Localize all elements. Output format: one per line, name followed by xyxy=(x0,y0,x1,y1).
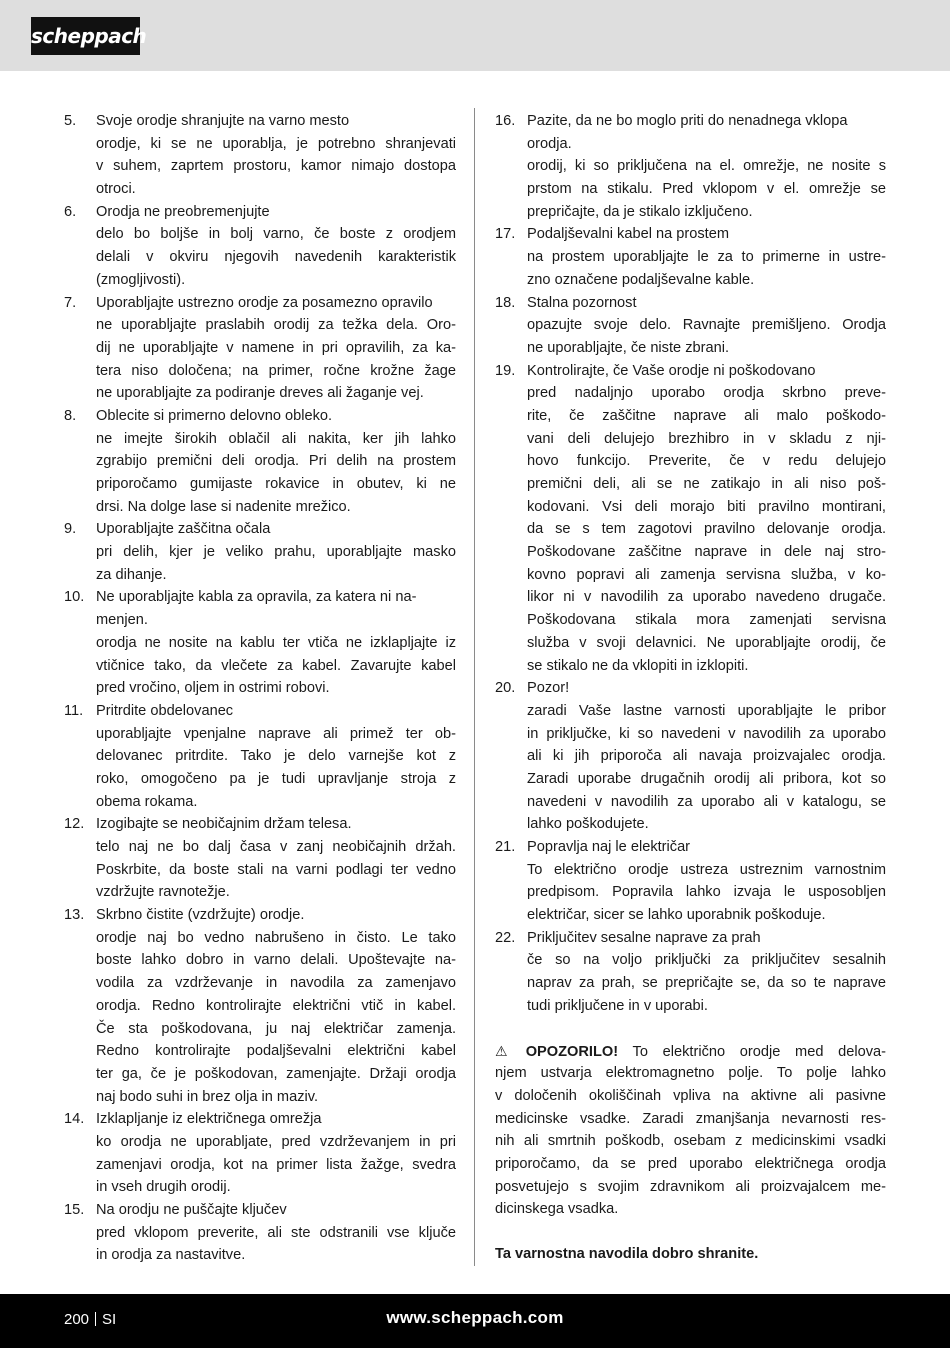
item-text xyxy=(96,405,456,518)
item-text xyxy=(527,677,886,836)
item-text xyxy=(96,904,456,1108)
item-line: uporabljajte vpenjalne naprave ali primež ter ob- xyxy=(96,725,456,742)
item-line: naj bodo suhi in brez olja in maziv. xyxy=(96,1088,318,1105)
warning-first-line: To električno orodje med delova- xyxy=(618,1043,886,1060)
item-number: 14. xyxy=(64,1111,85,1128)
list-item xyxy=(495,677,886,836)
item-line: orodja. xyxy=(527,135,572,152)
item-heading: Izogibajte se neobičajnim držam telesa. xyxy=(96,816,352,833)
item-line: ko orodja ne uporabljate, pred vzdrževanjem in pri xyxy=(96,1133,456,1150)
item-line: vtičnice tako, da vlečete za kabel. Zavarujte kabel xyxy=(96,657,456,674)
list-item xyxy=(64,904,456,1108)
warning-line: medicinske vsadke. Zaradi zmanjšanja nevarnosti res- xyxy=(495,1110,886,1127)
item-text xyxy=(96,201,456,292)
item-line: električar, sicer se lahko uporabnik poškoduje. xyxy=(527,907,826,924)
item-number: 8. xyxy=(64,407,77,424)
item-line: tera niso določena; na primer, ročne krožne žage xyxy=(96,362,456,379)
item-heading: Uporabljajte zaščitna očala xyxy=(96,521,271,538)
item-line: ne uporabljajte praslabih orodij za težka dela. Oro- xyxy=(96,317,456,334)
item-line: boste lahko dobro in varno delali. Upoštevajte na- xyxy=(96,952,456,969)
item-line: pred vročino, oljem in ostrimi robovi. xyxy=(96,680,330,697)
item-line: vani deli delujejo brezhibro in v skladu z nji- xyxy=(527,430,886,447)
item-text xyxy=(96,700,456,813)
right-column xyxy=(495,110,886,1266)
item-line: tudi priključene in v uporabi. xyxy=(527,997,708,1014)
item-line: premični deli, ali se ne zatikajo in ali niso poš- xyxy=(527,476,886,492)
item-heading: Kontrolirajte, če Vaše orodje ni poškodovano xyxy=(527,362,816,379)
item-text xyxy=(96,813,456,904)
item-line: vzdržujte ravnotežje. xyxy=(96,884,230,901)
warning-label: OPOZORILO! xyxy=(525,1043,619,1060)
item-line: Poškodovana stikala mora zamenjati servisna xyxy=(527,612,886,629)
item-number: 5. xyxy=(64,113,77,129)
list-item xyxy=(64,1108,456,1199)
item-text xyxy=(96,586,456,699)
item-text xyxy=(96,292,456,405)
item-line: ne uporabljajte za podiranje dreves ali žaganje vej. xyxy=(96,385,424,402)
item-line: delo bo boljše in bolj varno, če boste z orodjem xyxy=(96,226,456,243)
scheppach-logo: scheppach xyxy=(31,17,140,55)
item-text xyxy=(527,292,886,360)
warning-line: v določenih okoliščinah vpliva na aktivne ali pasivne xyxy=(495,1087,886,1104)
item-line: služba v svoji delavnici. Ne uporabljajte orodij, če xyxy=(527,634,886,651)
list-item xyxy=(64,518,456,586)
item-text xyxy=(96,1199,456,1267)
item-line: navedeni v navodilih za uporabo ali v katalogu, se xyxy=(527,793,886,810)
item-heading: Uporabljajte ustrezno orodje za posamezno opravilo xyxy=(96,294,433,311)
item-line: naprav za prah, se prepričajte se, da so te naprave xyxy=(527,975,886,992)
warning-line: njem ustvarja elektromagnetno polje. To polje lahko xyxy=(495,1065,886,1082)
item-line: likor ni v navodilih za uporabo navedeno drugače. xyxy=(527,589,886,606)
item-text xyxy=(527,110,886,223)
header-bar xyxy=(0,0,950,71)
warning-triangle-icon: ⚠ xyxy=(495,1042,508,1059)
item-text xyxy=(527,360,886,678)
item-heading: Na orodju ne puščajte ključev xyxy=(96,1202,287,1218)
item-line: orodje naj bo vedno nabrušeno in čisto. Le tako xyxy=(96,929,456,946)
list-item xyxy=(64,700,456,813)
item-line: na prostem uporabljajte le za to primerne in ustre- xyxy=(527,249,886,266)
item-heading: Priključitev sesalne naprave za prah xyxy=(527,929,761,946)
list-item xyxy=(495,927,886,1018)
list-item xyxy=(495,292,886,360)
item-line: priporočamo gumijaste rokavice in obutev, ki ne xyxy=(96,476,456,492)
item-number: 19. xyxy=(495,362,516,379)
item-heading: Pazite, da ne bo moglo priti do nenadnega vklopa xyxy=(527,113,848,129)
item-number: 7. xyxy=(64,294,77,311)
item-number: 17. xyxy=(495,226,516,243)
list-item xyxy=(64,405,456,518)
list-item xyxy=(495,110,886,223)
item-line: Poškodovane zaščitne naprave in dele naj stro- xyxy=(527,544,886,561)
page-language: SI xyxy=(102,1311,117,1328)
footer-bar xyxy=(0,1294,950,1348)
item-line: drsi. Na dolge lase si nadenite mrežico. xyxy=(96,498,351,515)
item-line: za dihanje. xyxy=(96,566,167,583)
item-line: zaradi Vaše lastne varnosti uporabljajte le pribor xyxy=(527,702,886,719)
item-line: ne uporabljajte, če niste zbrani. xyxy=(527,339,730,356)
item-line: pri delih, kjer je veliko prahu, uporabljajte masko xyxy=(96,544,456,561)
warning-line: priporočamo, da se pred uporabo električnega orodja xyxy=(495,1155,886,1172)
item-line: orodje, ki se ne uporablja, je potrebno shranjevati xyxy=(96,135,456,152)
item-line: orodja. Redno kontrolirajte električni vtič in kabel. xyxy=(96,997,456,1014)
item-line: opazujte svoje delo. Ravnajte premišljeno. Orodja xyxy=(527,317,886,334)
item-number: 6. xyxy=(64,203,77,220)
item-heading: Popravlja naj le električar xyxy=(527,839,691,855)
page-number-value: 200 xyxy=(64,1311,90,1328)
item-heading: Ne uporabljajte kabla za opravila, za katera ni na- xyxy=(96,589,417,606)
item-text xyxy=(96,1108,456,1199)
item-line: delovanec pritrdite. Tako je delo varnejše kot z xyxy=(96,748,456,765)
item-number: 22. xyxy=(495,929,516,946)
item-number: 20. xyxy=(495,680,516,697)
item-heading: Pritrdite obdelovanec xyxy=(96,702,234,719)
item-number: 12. xyxy=(64,816,85,833)
item-line: Poskrbite, da boste stali na varni podlagi ter vedno xyxy=(96,861,456,878)
item-line: predpisom. Popravila lahko izvaja le usposobljen xyxy=(527,884,886,901)
item-line: dij ne uporabljajte v namene in pri opravilih, za ka- xyxy=(96,339,456,356)
item-line: kovno popravi ali zamenja servisna služba, v ko- xyxy=(527,566,886,583)
item-line: telo naj ne bo dalj časa v zanj neobičajnih držah. xyxy=(96,839,456,855)
item-line: in orodja za nastavitve. xyxy=(96,1247,246,1264)
item-number: 9. xyxy=(64,521,77,538)
item-line: zno označene podaljševalne kable. xyxy=(527,271,755,288)
item-line: če so na voljo priključki za priključitev sesalnih xyxy=(527,952,886,969)
item-text xyxy=(527,927,886,1018)
item-line: pred nadaljnjo uporabo orodja skrbno preve- xyxy=(527,385,886,402)
item-line: se stikalo ne da vklopiti in izklopiti. xyxy=(527,657,749,674)
list-item xyxy=(64,292,456,405)
item-line: Redno kontrolirajte podaljševalni električni kabel xyxy=(96,1043,456,1060)
item-line: zgrabijo premični deli orodja. Pri delih na prostem xyxy=(96,453,456,470)
item-line: vodila za vzdrževanje in navodila za zamenjavo xyxy=(96,975,456,992)
item-line: v suhem, zaprtem prostoru, kamor nimajo dostopa xyxy=(96,158,456,175)
item-heading: Stalna pozornost xyxy=(527,294,637,311)
item-line: orodja ne nosite na kablu ter vtiča ne izklapljajte iz xyxy=(96,634,456,651)
item-line: prstom na stikalu. Pred vklopom v el. omrežje se xyxy=(527,181,886,198)
list-item xyxy=(64,201,456,292)
item-line: Zaradi uporabe drugačnih orodij ali pribora, kot so xyxy=(527,770,886,787)
item-heading: Pozor! xyxy=(527,680,570,697)
item-text xyxy=(527,836,886,927)
item-line: zamenjavi orodja, kot na primer lista žažge, svedra xyxy=(96,1156,456,1173)
item-line: orodij, ki so priključena na el. omrežje, ne nosite s xyxy=(527,158,886,175)
item-line: menjen. xyxy=(96,612,148,629)
item-line: pred vklopom preverite, ali ste odstranili vse ključe xyxy=(96,1224,456,1241)
item-number: 21. xyxy=(495,839,516,855)
website-link[interactable]: www.scheppach.com xyxy=(386,1308,564,1327)
item-line: Če sta poškodovana, ju naj električar zamenja. xyxy=(96,1020,456,1037)
item-line: roko, omogočeno pa je tudi upravljanje stroja z xyxy=(96,770,456,787)
item-number: 11. xyxy=(64,702,84,719)
item-line: obema rokama. xyxy=(96,793,198,810)
item-number: 13. xyxy=(64,907,85,924)
item-line: da se s tem zagotovi pravilno delovanje orodja. xyxy=(527,521,886,538)
item-heading: Oblecite si primerno delovno obleko. xyxy=(96,407,333,424)
item-line: To električno orodje ustreza ustreznim varnostnim xyxy=(527,861,886,878)
item-line: ne imejte širokih oblačil ali nakita, ker jih lahko xyxy=(96,430,456,447)
item-line: hovo funkcijo. Preverite, če v redu delujejo xyxy=(527,453,886,470)
warning-block xyxy=(495,1040,886,1222)
item-line: prepričajte, da je stikalo izključeno. xyxy=(527,203,753,220)
warning-line: posvetujejo s svojim zdravnikom ali proizvajalcem me- xyxy=(495,1178,886,1195)
column-divider xyxy=(474,108,475,1266)
item-line: otroci. xyxy=(96,181,136,198)
item-line: (zmogljivosti). xyxy=(96,271,186,288)
left-column xyxy=(64,110,456,1267)
list-item xyxy=(495,360,886,678)
list-item xyxy=(495,836,886,927)
item-line: in priključke, ki so navedeni v navodilih za uporabo xyxy=(527,725,886,742)
item-number: 10. xyxy=(64,589,85,606)
item-number: 15. xyxy=(64,1202,85,1218)
item-heading: Orodja ne preobremenjujte xyxy=(96,203,270,220)
list-item xyxy=(495,223,886,291)
item-line: rite, če zaščitne naprave ali malo poškodo- xyxy=(527,407,886,424)
list-item xyxy=(64,1199,456,1267)
item-number: 18. xyxy=(495,294,516,311)
item-text xyxy=(96,518,456,586)
item-heading: Skrbno čistite (vzdržujte) orodje. xyxy=(96,907,305,924)
item-number: 16. xyxy=(495,113,516,129)
warning-line: dicinskega vsadka. xyxy=(495,1201,619,1218)
item-heading: Svoje orodje shranjujte na varno mesto xyxy=(96,113,350,129)
keep-instructions-note: Ta varnostna navodila dobro shranite. xyxy=(495,1246,759,1262)
list-item xyxy=(64,813,456,904)
item-text xyxy=(96,110,456,201)
item-heading: Izklapljanje iz električnega omrežja xyxy=(96,1111,322,1128)
item-line: ali ki jih priporoča ali navaja proizvajalec orodja. xyxy=(527,748,886,765)
warning-line: nih ali smrtnih poškodb, osebam z medicinskimi vsadki xyxy=(495,1133,886,1150)
item-heading: Podaljševalni kabel na prostem xyxy=(527,226,729,243)
item-line: delali v okviru njegovih navedenih karakteristik xyxy=(96,249,456,266)
item-line: lahko poškodujete. xyxy=(527,816,649,833)
item-line: kodovani. Vsi deli morajo biti pravilno montirani, xyxy=(527,498,886,515)
list-item xyxy=(64,110,456,201)
item-text xyxy=(527,223,886,291)
item-line: ter ga, če je poškodovan, zamenjajte. Držaji orodja xyxy=(96,1065,456,1082)
item-line: in vseh drugih orodij. xyxy=(96,1179,231,1196)
list-item xyxy=(64,586,456,699)
